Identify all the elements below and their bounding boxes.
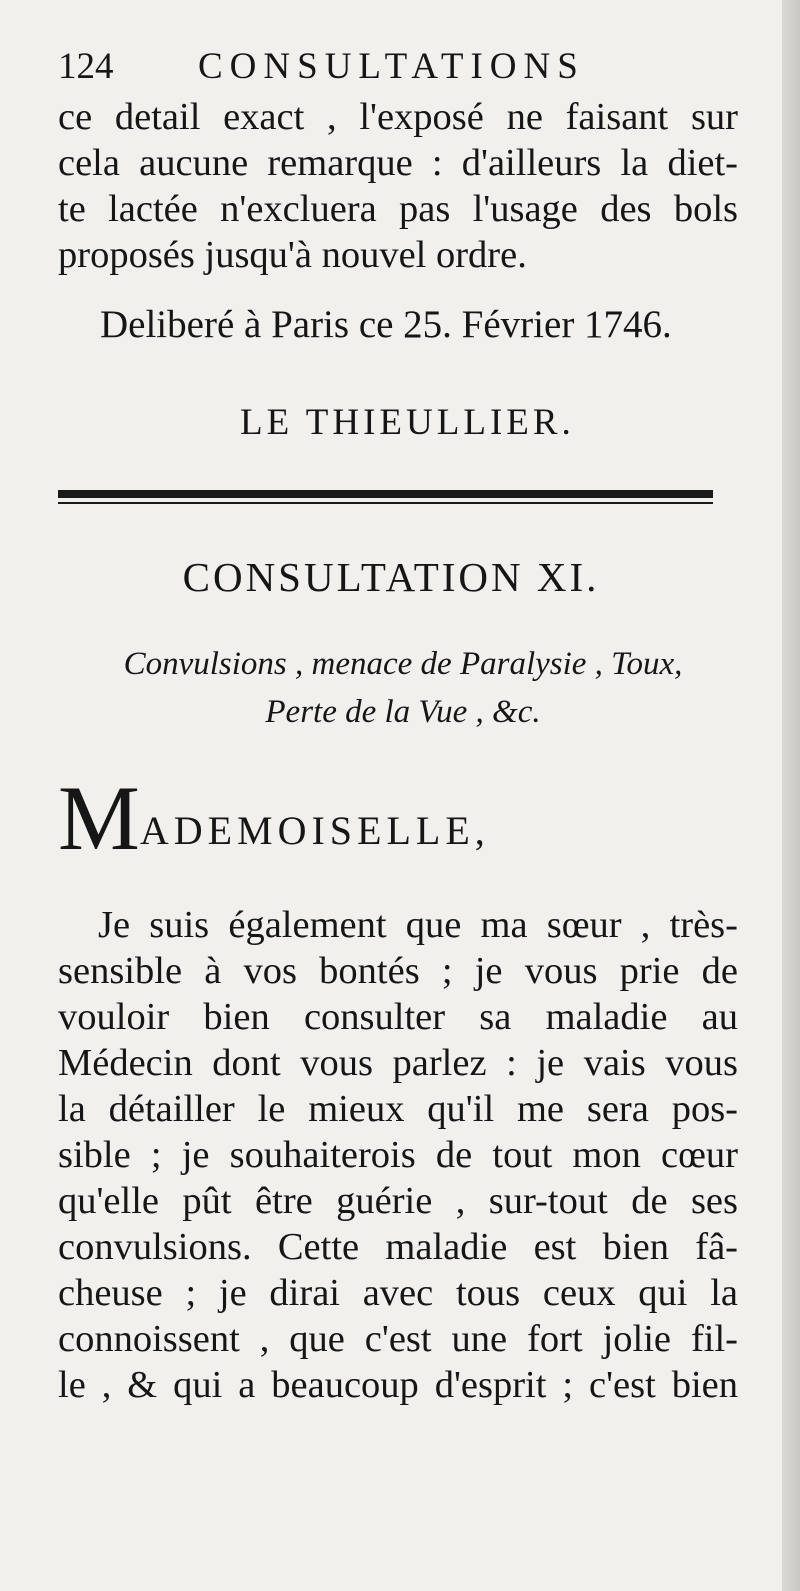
text-line: cheuse ; je dirai avec tous ceux qui la xyxy=(58,1272,738,1314)
text-line: Je suis également que ma sœur , très- xyxy=(98,904,738,946)
text-line: cela aucune remarque : d'ailleurs la diet- xyxy=(58,142,738,184)
subtitle-line: Perte de la Vue , &c. xyxy=(265,694,541,730)
consultation-title: CONSULTATION XI. xyxy=(182,554,600,600)
previous-consultation-ending xyxy=(58,94,738,278)
running-header xyxy=(58,42,658,92)
salutation xyxy=(58,767,758,869)
text-line: qu'elle pût être guérie , sur-tout de ses xyxy=(58,1180,738,1222)
text-line: vouloir bien consulter sa maladie au xyxy=(58,996,738,1038)
signature: LE THIEULLIER. xyxy=(240,402,575,443)
text-line: sensible à vos bontés ; je vous prie de xyxy=(58,950,738,992)
section-divider xyxy=(58,490,713,498)
text-line: la détailler le mieux qu'il me sera pos- xyxy=(58,1088,738,1130)
dateline: Deliberé à Paris ce 25. Février 1746. xyxy=(100,303,672,346)
subtitle-line: Convulsions , menace de Paralysie , Toux, xyxy=(123,646,683,682)
text-line: le , & qui a beaucoup d'esprit ; c'est bien xyxy=(58,1364,738,1406)
page-number: 124 xyxy=(58,46,114,87)
text-line: convulsions. Cette maladie est bien fâ- xyxy=(58,1226,738,1268)
text-line: te lactée n'excluera pas l'usage des bols xyxy=(58,188,738,230)
running-title: CONSULTATIONS xyxy=(198,46,585,87)
salutation-rest: ADEMOISELLE, xyxy=(139,808,490,853)
page-edge xyxy=(782,0,800,1591)
text-line: ce detail exact , l'exposé ne faisant sur xyxy=(58,96,738,138)
letter-body xyxy=(58,902,738,1408)
consultation-subtitle xyxy=(58,640,748,736)
text-line: connoissent , que c'est une fort jolie fil- xyxy=(58,1318,738,1360)
text-line: Médecin dont vous parlez : je vais vous xyxy=(58,1042,738,1084)
section-divider-thin xyxy=(58,502,713,504)
text-line: proposés jusqu'à nouvel ordre. xyxy=(58,234,527,276)
drop-cap: M xyxy=(58,767,140,869)
text-line: sible ; je souhaiterois de tout mon cœur xyxy=(58,1134,738,1176)
